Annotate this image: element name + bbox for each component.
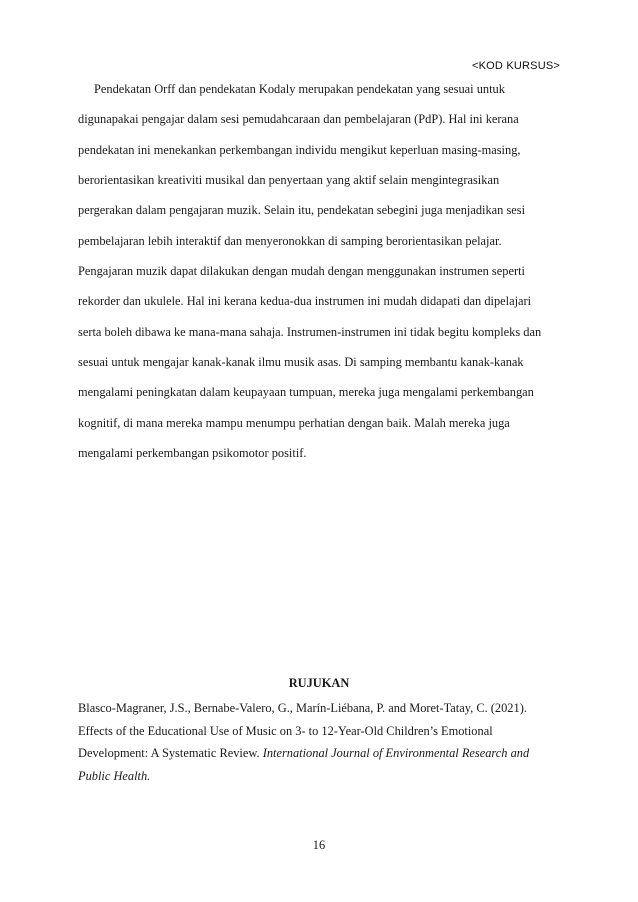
paragraph-line: mengalami perkembangan psikomotor positif.: [78, 446, 307, 461]
paragraph-line: sesuai untuk mengajar kanak-kanak ilmu musik asas. Di samping membantu kanak-kanak: [78, 355, 524, 370]
paragraph-line: rekorder dan ukulele. Hal ini kerana kedua-dua instrumen ini mudah didapati dan dipelajari: [78, 294, 532, 309]
reference-line: [78, 742, 578, 765]
reference-text: Development: A Systematic Review.: [78, 746, 263, 760]
paragraph-line: serta boleh dibawa ke mana-mana sahaja. Instrumen-instrumen ini tidak begitu kompleks dan: [78, 324, 542, 339]
paragraph-line: pembelajaran lebih interaktif dan menyeronokkan di samping berorientasikan pelajar.: [78, 233, 502, 248]
course-code-header: <KOD KURSUS>: [472, 60, 560, 72]
reference-line: Effects of the Educational Use of Music on 3- to 12-Year-Old Children’s Emotional: [78, 723, 493, 738]
journal-title-continued: Public Health.: [78, 768, 151, 783]
paragraph-line: pergerakan dalam pengajaran muzik. Selain itu, pendekatan sebegini juga menjadikan sesi: [78, 203, 526, 218]
paragraph-line: berorientasikan kreativiti musikal dan penyertaan yang aktif selain mengintegrasikan: [78, 173, 500, 188]
paragraph-line: mengalami peningkatan dalam keupayaan tumpuan, mereka juga mengalami perkembangan: [78, 385, 534, 400]
references-heading: RUJUKAN: [288, 676, 350, 690]
body-paragraph: [78, 74, 578, 468]
journal-title: International Journal of Environmental Research and: [262, 746, 530, 760]
page-number: 16: [312, 838, 326, 852]
reference-entry: [78, 697, 578, 787]
reference-line: Blasco-Magraner, J.S., Bernabe-Valero, G., Marín-Liébana, P. and Moret-Tatay, C. (2021).: [78, 701, 527, 715]
paragraph-line: digunapakai pengajar dalam sesi pemudahcaraan dan pembelajaran (PdP). Hal ini kerana: [78, 112, 519, 127]
paragraph-line: Pengajaran muzik dapat dilakukan dengan mudah dengan menggunakan instrumen seperti: [78, 264, 525, 279]
paragraph-line: pendekatan ini menekankan perkembangan individu mengikut keperluan masing-masing,: [78, 142, 521, 157]
paragraph-line: kognitif, di mana mereka mampu menumpu perhatian dengan baik. Malah mereka juga: [78, 415, 510, 430]
paragraph-line: Pendekatan Orff dan pendekatan Kodaly merupakan pendekatan yang sesuai untuk: [94, 82, 505, 96]
